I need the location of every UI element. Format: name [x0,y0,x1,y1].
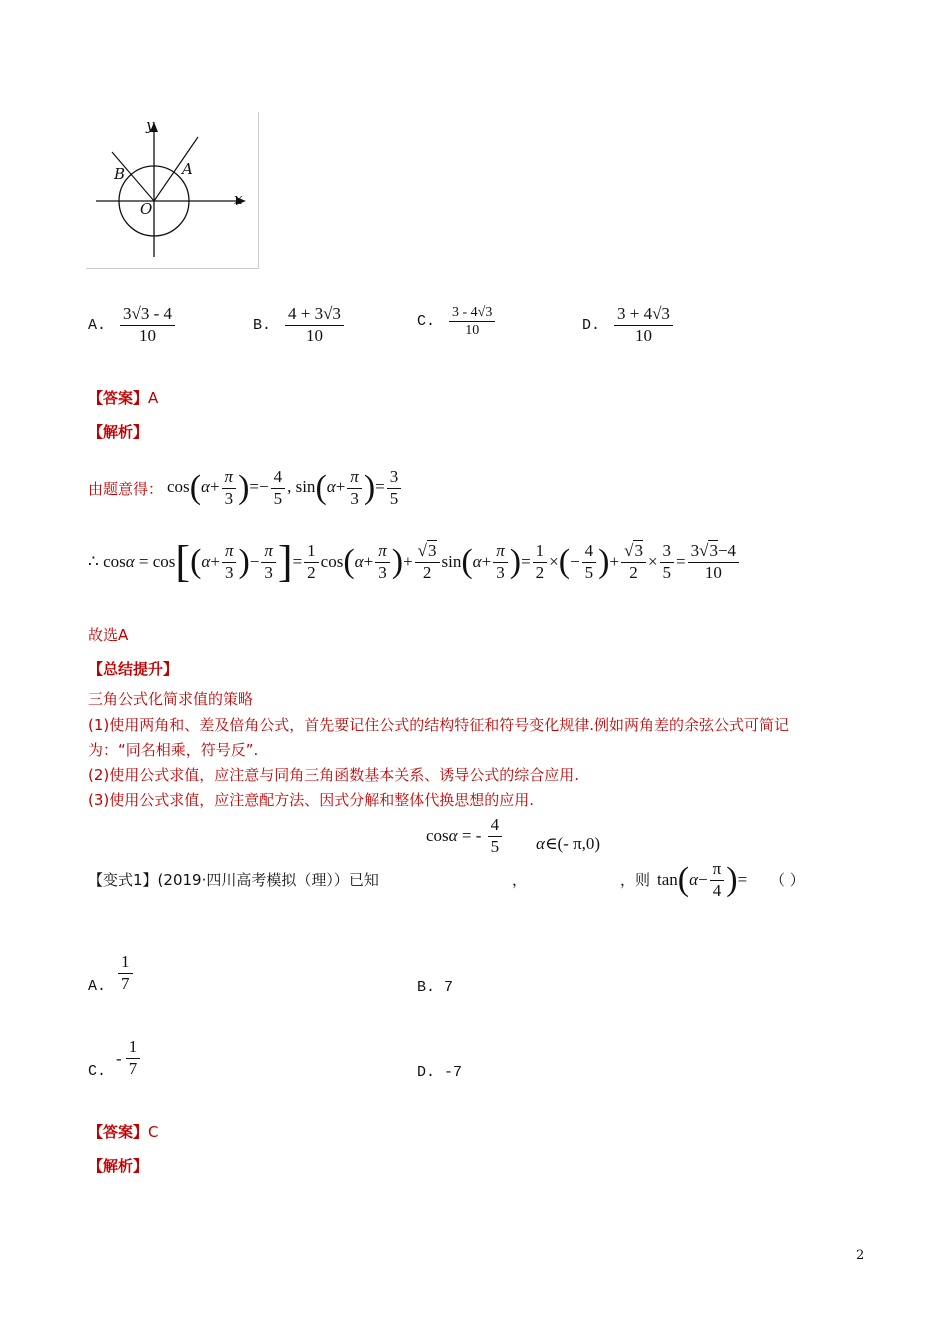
q1-analysis-tag: 【解析】 [88,423,149,441]
q1-derivation: ∴ cos α = cos [ ( α + $\frac{\pi}{3}$ ) − $\frac{\pi}{3}$ ] = $\frac{1}{2}$ cos ( α + $\frac{\pi}{3}$ ) + $\frac{√3}{2}$ sin ( α + $\frac{\pi}{3}$ ) = $\frac{1}{2}$ × ( − $\frac{4}{5}$ ) + $\frac{√3}{2}$ × $\frac{3}{5}$ = $\frac{3√3-4}{10}$ [88,540,741,584]
q2-option-a: A. $\frac{1}{7}$ [88,952,135,995]
x-axis-label: x [234,190,243,208]
q2-option-d: D. -7 [417,1064,463,1081]
q2-option-c: C. - $\frac{1}{7}$ [88,1037,142,1080]
point-b-label: B [114,165,126,183]
q1-summary-title: 三角公式化简求值的策略 [88,690,254,708]
q1-summary-3: (3)使用公式求值，应注意配方法、因式分解和整体代换思想的应用. [88,791,535,809]
q2-comma: ， [512,871,528,889]
q2-answer: 【答案】C [88,1123,159,1141]
q1-conclusion: 故选A [88,626,129,644]
q1-summary-tag: 【总结提升】 [88,660,179,678]
q2-title: 【变式1】(2019·四川高考模拟（理））已知 [88,871,379,889]
q1-option-c: C. $\frac{3 - 4√3}{10}$ [417,305,497,339]
unit-circle-diagram [86,112,258,268]
q1-given-equation: 由题意得： cos(α+ $\frac{\pi}{3}$ )=− $\frac{4}{5}$ , sin(α+ $\frac{\pi}{3}$ )= $\frac{3}{5}$ [88,468,403,508]
point-a-label: A [182,160,193,178]
q1-answer: 【答案】A [88,389,159,407]
q2-then: ，则 [620,871,651,889]
q1-option-d: D. $\frac{3 + 4√3}{10}$ [582,305,675,345]
q1-summary-2: (2)使用公式求值，应注意与同角三角函数基本关系、诱导公式的综合应用. [88,766,580,784]
q1-option-b: B. $\frac{4 + 3√3}{10}$ [253,305,346,345]
q2-range-condition: α∈(- π,0) [536,834,601,853]
unit-circle-figure [86,112,259,269]
page-number: 2 [856,1248,865,1263]
q2-blank: （ ） [770,871,805,889]
q1-option-a: A. $\frac{3√3 - 4}{10}$ [88,305,177,345]
q1-summary-1b: 为：“同名相乘，符号反”. [88,741,259,759]
origin-label: O [140,200,153,218]
q2-tan-expression: tan ( α − $\frac{\pi}{4}$ ) = [657,859,748,900]
q2-analysis-tag: 【解析】 [88,1157,149,1175]
q1-summary-1a: (1)使用两角和、差及倍角公式，首先要记住公式的结构特征和符号变化规律.例如两角差的余弦公式可简记 [88,716,790,734]
q2-option-b: B. 7 [417,979,454,996]
y-axis-label: y [146,116,155,134]
q2-cos-condition: cos α = - $\frac{4}{5}$ [426,816,504,856]
